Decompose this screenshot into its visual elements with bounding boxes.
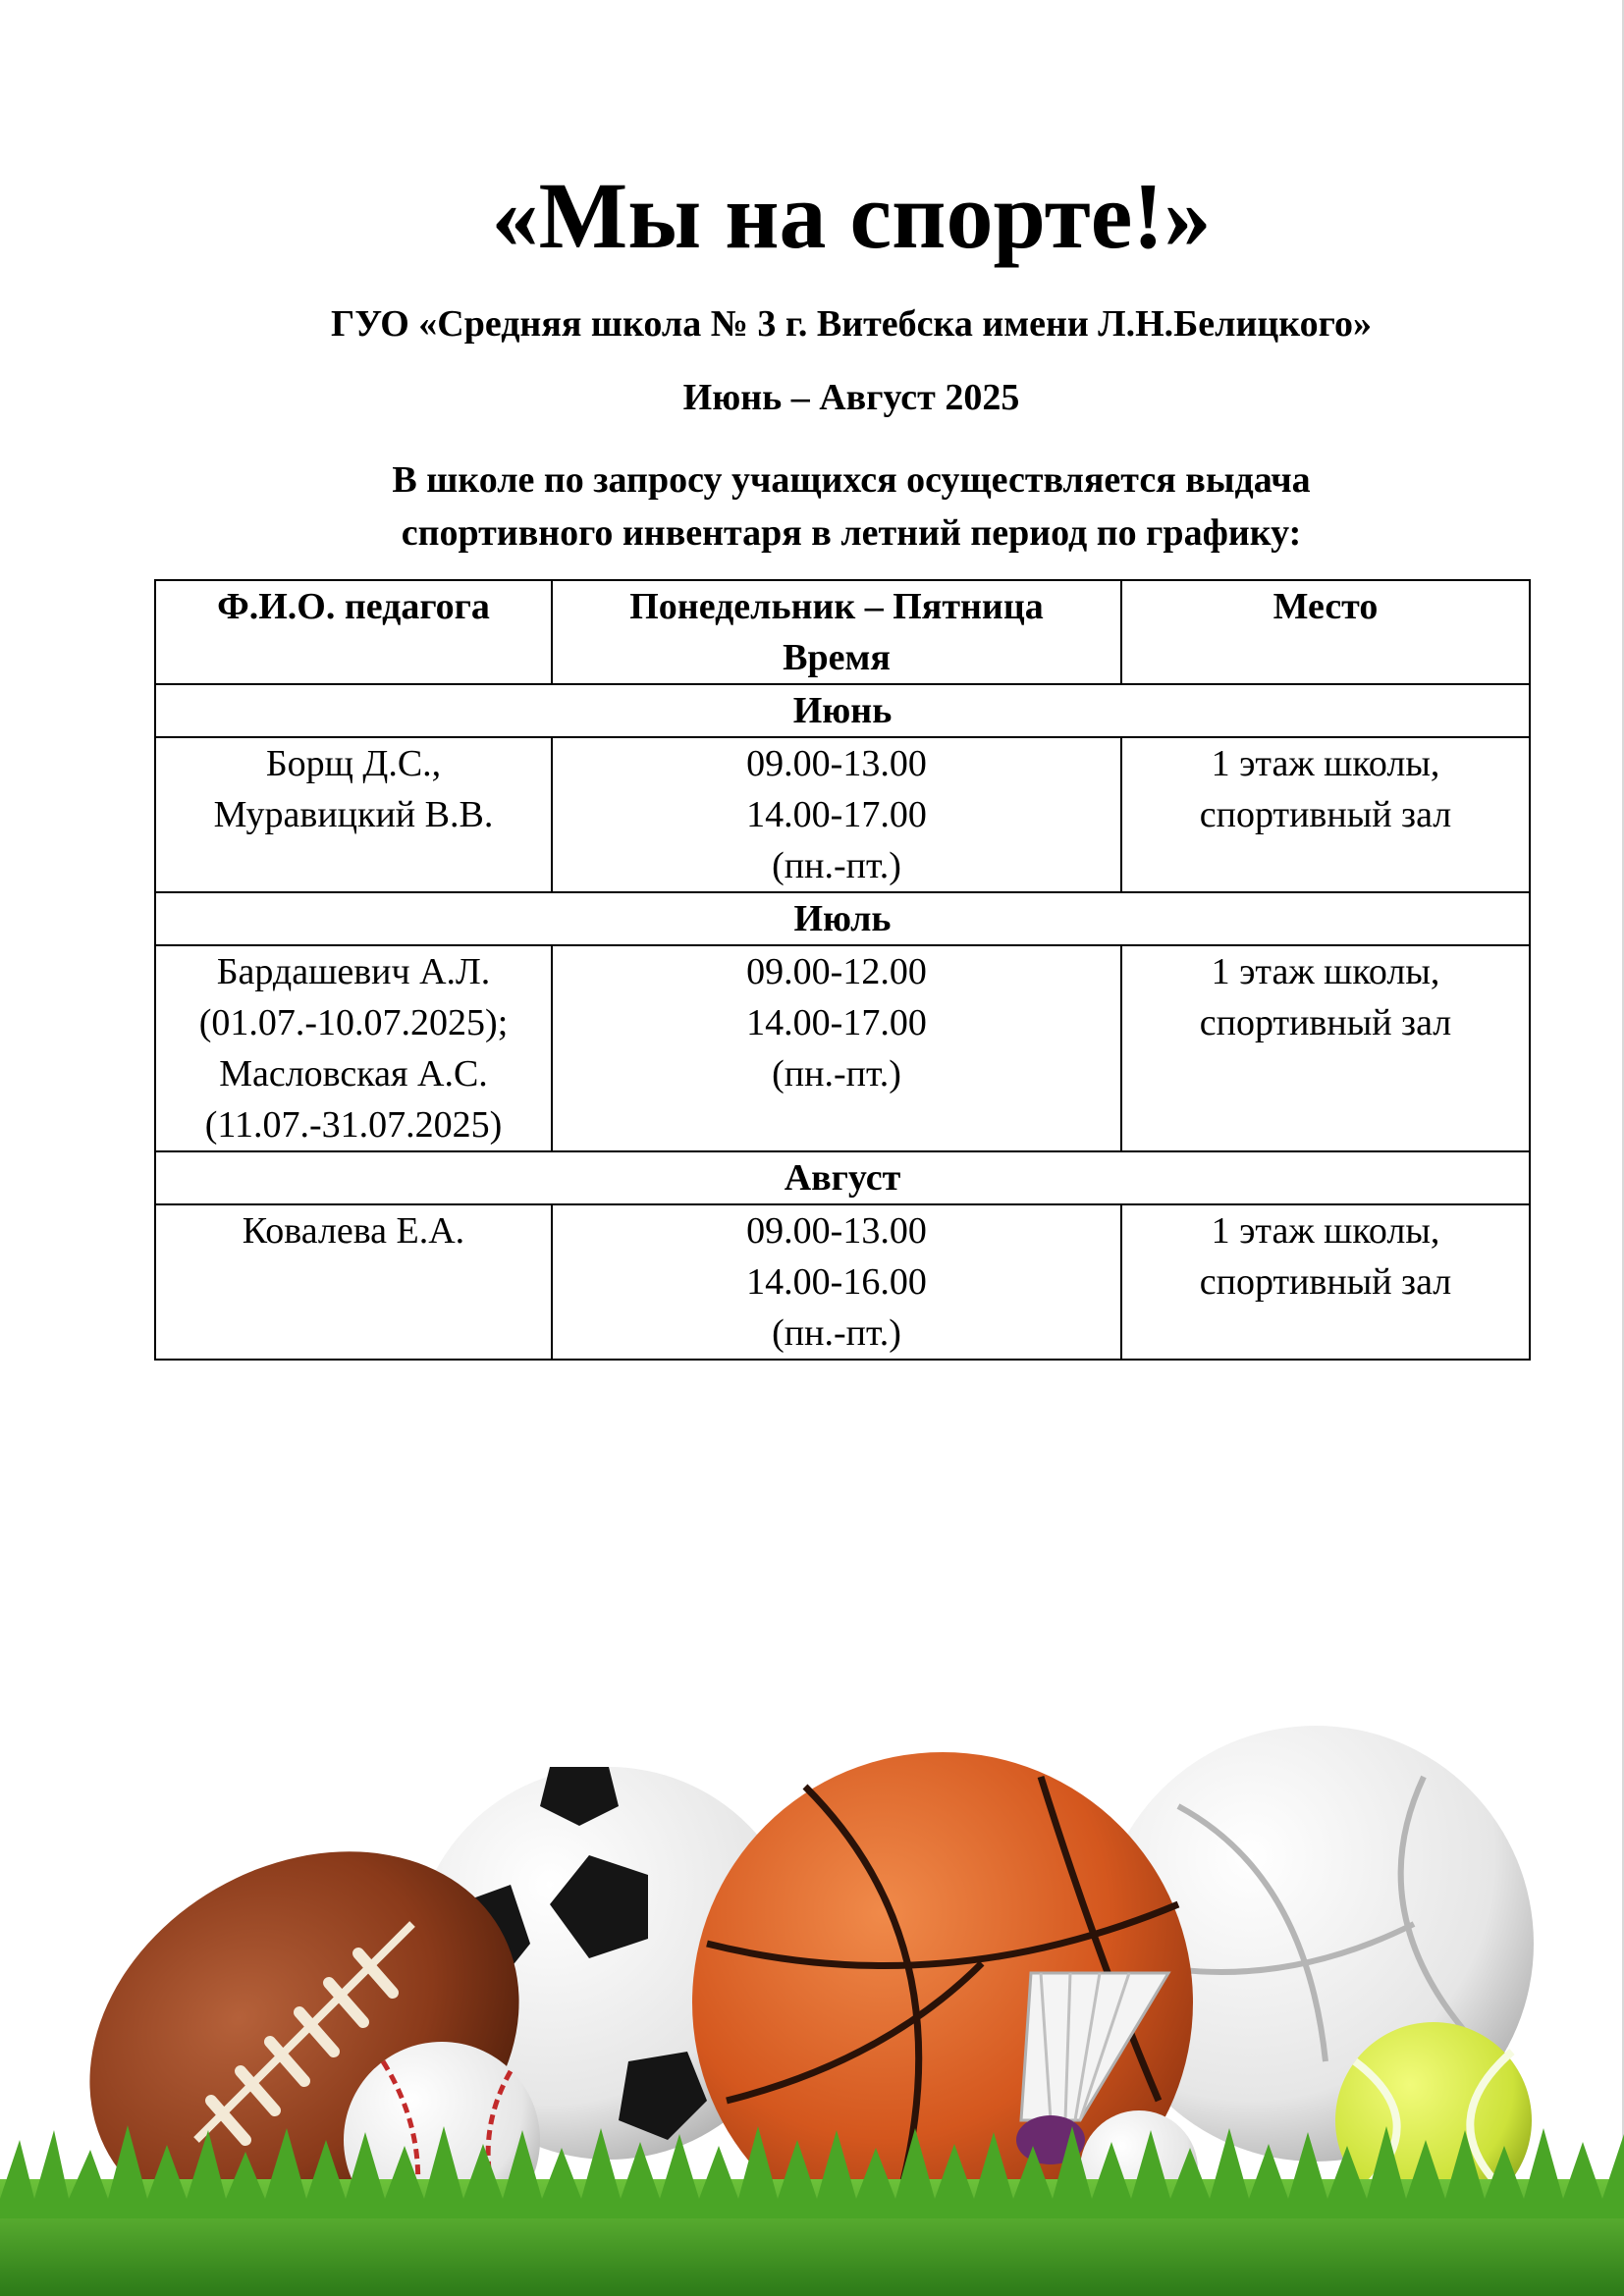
- schedule-table: [154, 579, 1531, 1361]
- place-line: спортивный зал: [1199, 1261, 1452, 1303]
- teacher-line: Борщ Д.С.,: [265, 743, 442, 784]
- month-july: Июль: [155, 892, 1530, 945]
- month-row-july: [155, 892, 1530, 945]
- place-cell: [1121, 737, 1530, 892]
- time-line: 14.00-16.00: [746, 1261, 927, 1303]
- intro-line-1: В школе по запросу учащихся осуществляется выдача: [392, 459, 1311, 501]
- place-line: 1 этаж школы,: [1211, 951, 1440, 992]
- time-line: (пн.-пт.): [772, 1312, 901, 1354]
- month-august: Август: [155, 1151, 1530, 1204]
- page-title: «Мы на спорте!»: [491, 163, 1212, 268]
- month-row-june: [155, 684, 1530, 737]
- table-row: [155, 1204, 1530, 1360]
- time-line: 09.00-13.00: [746, 743, 927, 784]
- time-line: 14.00-17.00: [746, 794, 927, 835]
- teacher-line: Муравицкий В.В.: [213, 794, 494, 835]
- place-line: спортивный зал: [1199, 1002, 1452, 1043]
- time-cell: [552, 1204, 1121, 1360]
- teacher-cell: [155, 737, 552, 892]
- table-header-row: [155, 580, 1530, 684]
- teacher-line: (01.07.-10.07.2025);: [198, 1002, 509, 1043]
- time-line: 09.00-12.00: [746, 951, 927, 992]
- table-row: [155, 945, 1530, 1151]
- teacher-line: (11.07.-31.07.2025): [204, 1104, 503, 1146]
- header-time: Время: [783, 637, 891, 678]
- place-cell: [1121, 1204, 1530, 1360]
- teacher-line: Масловская А.С.: [219, 1053, 488, 1095]
- sports-balls-illustration: [0, 1551, 1624, 2296]
- teacher-line: Бардашевич А.Л.: [216, 951, 491, 992]
- place-cell: [1121, 945, 1530, 1151]
- teacher-cell: [155, 945, 552, 1151]
- month-row-august: [155, 1151, 1530, 1204]
- header-days: Понедельник – Пятница: [629, 586, 1044, 627]
- header-place: Место: [1121, 580, 1530, 684]
- teacher-line: Ковалева Е.А.: [242, 1210, 465, 1252]
- period: Июнь – Август 2025: [682, 377, 1020, 418]
- header-days-time: [552, 580, 1121, 684]
- month-june: Июнь: [155, 684, 1530, 737]
- intro-text: [39, 454, 1624, 560]
- school-name: ГУО «Средняя школа № 3 г. Витебска имени Л.Н.Белицкого»: [331, 303, 1372, 345]
- intro-line-2: спортивного инвентаря в летний период по графику:: [401, 512, 1302, 554]
- teacher-cell: [155, 1204, 552, 1360]
- table-row: [155, 737, 1530, 892]
- time-line: 09.00-13.00: [746, 1210, 927, 1252]
- place-line: 1 этаж школы,: [1211, 1210, 1440, 1252]
- time-line: (пн.-пт.): [772, 845, 901, 886]
- time-line: (пн.-пт.): [772, 1053, 901, 1095]
- place-line: 1 этаж школы,: [1211, 743, 1440, 784]
- time-line: 14.00-17.00: [746, 1002, 927, 1043]
- time-cell: [552, 737, 1121, 892]
- header-teacher: Ф.И.О. педагога: [155, 580, 552, 684]
- place-line: спортивный зал: [1199, 794, 1452, 835]
- time-cell: [552, 945, 1121, 1151]
